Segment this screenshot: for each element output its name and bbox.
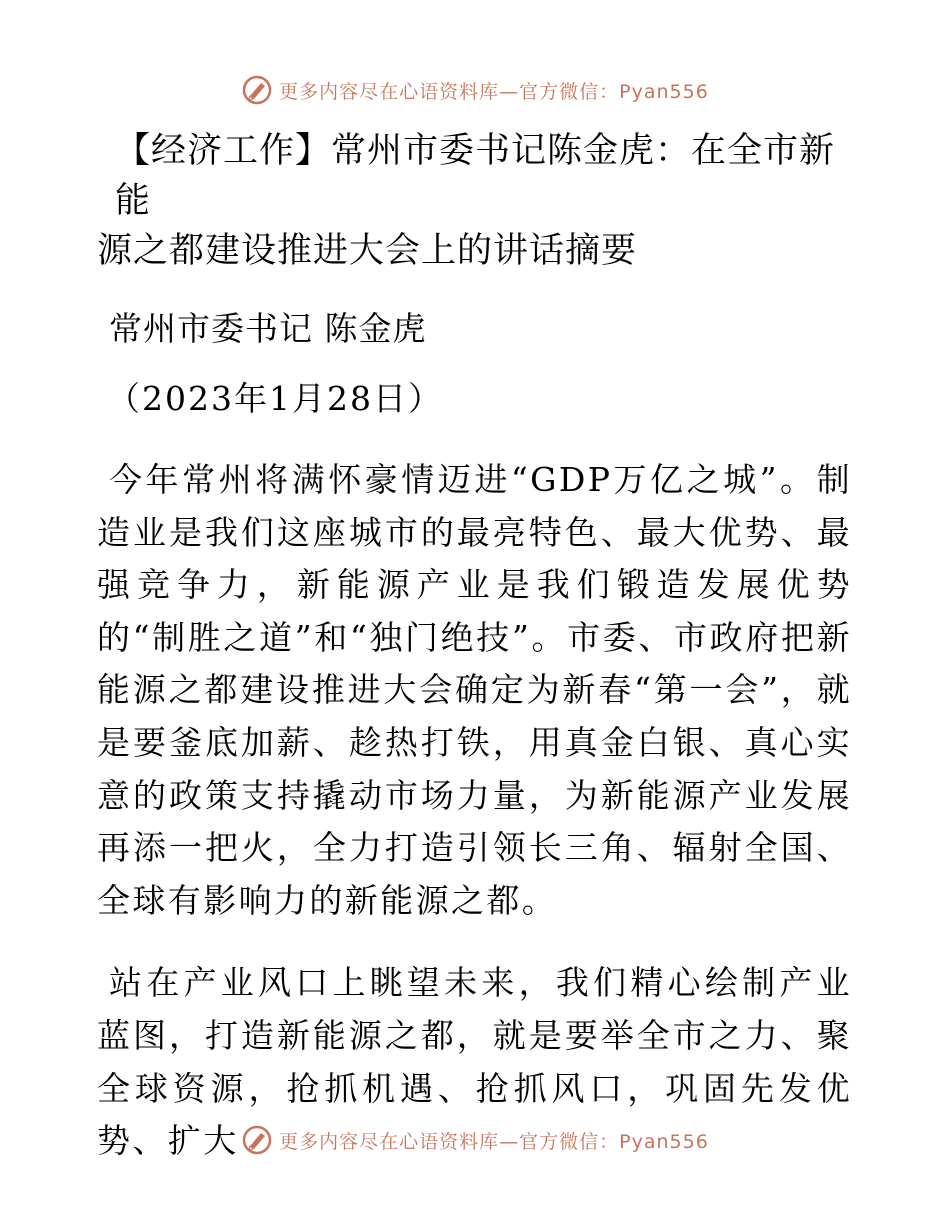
document-body [97,118,852,1168]
pen-circle-logo-icon [241,1124,273,1156]
watermark-header [0,70,950,110]
title-line-1: 【经济工作】常州市委书记陈金虎：在全市新能 [115,131,836,221]
watermark-text: 更多内容尽在心语资料库—官方微信：Pyan556 [279,1130,709,1153]
watermark-text: 更多内容尽在心语资料库—官方微信：Pyan556 [279,80,709,103]
speech-date: （2023年1月28日） [107,379,443,418]
pen-circle-logo-icon [241,74,273,106]
paragraph: 今年常州将满怀豪情迈进“GDP万亿之城”。制造业是我们这座城市的最亮特色、最大优势、最强竞争力，新能源产业是我们锻造发展优势的“制胜之道”和“独门绝技”。市委、市政府把新能源之都建设推进大会确定为新春“第一会”，就是要釜底加薪、趁热打铁，用真金白银、真心实意的政策支持撬动市场力量，为新能源产业发展再添一把火，全力打造引领长三角、辐射全国、全球有影响力的新能源之都。 [97,460,852,920]
paragraph: 站在产业风口上眺望未来，我们精心绘制产业蓝图，打造新能源之都，就是要举全市之力、聚全球资源，抢抓机遇、抢抓风口，巩固先发优势、扩大 [97,963,852,1161]
author-byline: 常州市委书记 陈金虎 [109,309,427,348]
title-line-2: 源之都建设推进大会上的讲话摘要 [97,231,638,271]
watermark-footer [0,1120,950,1160]
document-title [97,126,852,276]
